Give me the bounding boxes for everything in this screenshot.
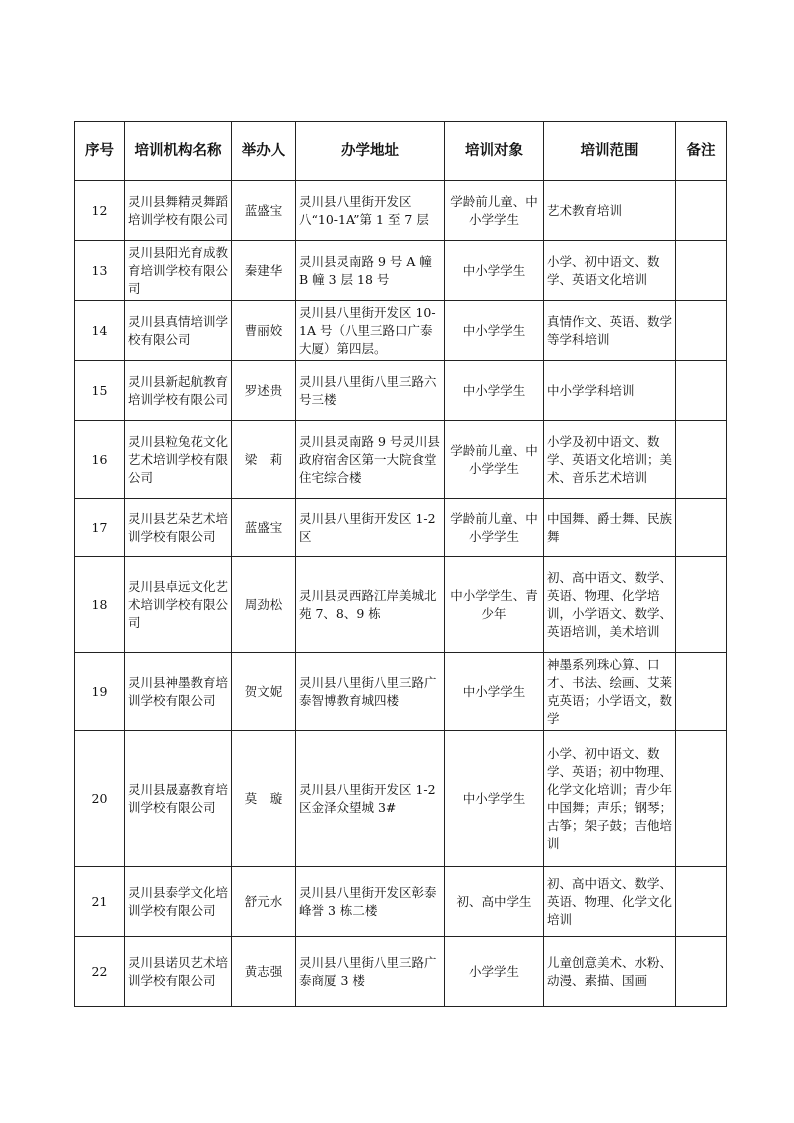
cell-organizer: 秦建华 — [232, 241, 296, 301]
header-scope: 培训范围 — [544, 122, 676, 181]
header-audience: 培训对象 — [445, 122, 544, 181]
table-row — [75, 421, 727, 499]
cell-institution-name: 灵川县卓远文化艺术培训学校有限公司 — [125, 557, 232, 653]
cell-audience: 初、高中学生 — [445, 867, 544, 937]
cell-scope: 儿童创意美术、水粉、动漫、素描、国画 — [544, 937, 676, 1007]
cell-remarks — [676, 867, 727, 937]
cell-index: 19 — [75, 653, 125, 731]
cell-institution-name: 灵川县阳光育成教育培训学校有限公司 — [125, 241, 232, 301]
cell-address: 灵川县八里街开发区 10-1A 号（八里三路口广泰大厦）第四层。 — [296, 301, 445, 361]
cell-organizer: 蓝盛宝 — [232, 499, 296, 557]
cell-institution-name: 灵川县舞精灵舞蹈培训学校有限公司 — [125, 181, 232, 241]
cell-index: 14 — [75, 301, 125, 361]
header-index: 序号 — [75, 122, 125, 181]
cell-audience: 学龄前儿童、中小学学生 — [445, 181, 544, 241]
cell-institution-name: 灵川县泰学文化培训学校有限公司 — [125, 867, 232, 937]
cell-scope: 艺术教育培训 — [544, 181, 676, 241]
cell-index: 12 — [75, 181, 125, 241]
header-row — [75, 122, 727, 181]
table-row — [75, 867, 727, 937]
cell-institution-name: 灵川县诺贝艺术培训学校有限公司 — [125, 937, 232, 1007]
cell-address: 灵川县八里街开发区 1-2 区金泽众望城 3# — [296, 731, 445, 867]
cell-address: 灵川县八里街八里三路广泰商厦 3 楼 — [296, 937, 445, 1007]
cell-index: 18 — [75, 557, 125, 653]
table-row — [75, 731, 727, 867]
cell-remarks — [676, 301, 727, 361]
table-row — [75, 361, 727, 421]
cell-scope: 神墨系列珠心算、口才、书法、绘画、艾莱克英语；小学语文，数学 — [544, 653, 676, 731]
cell-remarks — [676, 361, 727, 421]
cell-audience: 中小学学生 — [445, 653, 544, 731]
cell-scope: 真情作文、英语、数学等学科培训 — [544, 301, 676, 361]
cell-index: 16 — [75, 421, 125, 499]
cell-remarks — [676, 499, 727, 557]
header-remarks: 备注 — [676, 122, 727, 181]
cell-audience: 学龄前儿童、中小学学生 — [445, 421, 544, 499]
cell-organizer: 蓝盛宝 — [232, 181, 296, 241]
cell-audience: 中小学学生 — [445, 241, 544, 301]
cell-address: 灵川县八里街八里三路六号三楼 — [296, 361, 445, 421]
cell-index: 20 — [75, 731, 125, 867]
cell-audience: 中小学学生 — [445, 731, 544, 867]
table-row — [75, 301, 727, 361]
cell-audience: 学龄前儿童、中小学学生 — [445, 499, 544, 557]
table-row — [75, 653, 727, 731]
cell-address: 灵川县灵南路 9 号 A 幢 B 幢 3 层 18 号 — [296, 241, 445, 301]
cell-address: 灵川县八里街开发区八“10-1A”第 1 至 7 层 — [296, 181, 445, 241]
cell-organizer: 周劲松 — [232, 557, 296, 653]
training-institutions-table — [74, 121, 727, 1007]
cell-remarks — [676, 731, 727, 867]
cell-organizer: 黄志强 — [232, 937, 296, 1007]
table-row — [75, 241, 727, 301]
cell-index: 21 — [75, 867, 125, 937]
cell-index: 15 — [75, 361, 125, 421]
table-row — [75, 181, 727, 241]
cell-remarks — [676, 421, 727, 499]
table-row — [75, 557, 727, 653]
cell-organizer: 梁 莉 — [232, 421, 296, 499]
cell-organizer: 曹丽姣 — [232, 301, 296, 361]
cell-audience: 小学学生 — [445, 937, 544, 1007]
cell-index: 13 — [75, 241, 125, 301]
cell-remarks — [676, 181, 727, 241]
cell-remarks — [676, 241, 727, 301]
cell-index: 17 — [75, 499, 125, 557]
cell-institution-name: 灵川县晟嘉教育培训学校有限公司 — [125, 731, 232, 867]
cell-scope: 中小学学科培训 — [544, 361, 676, 421]
header-address: 办学地址 — [296, 122, 445, 181]
cell-scope: 中国舞、爵士舞、民族舞 — [544, 499, 676, 557]
cell-address: 灵川县八里街八里三路广泰智博教育城四楼 — [296, 653, 445, 731]
header-organizer: 举办人 — [232, 122, 296, 181]
cell-institution-name: 灵川县新起航教育培训学校有限公司 — [125, 361, 232, 421]
cell-institution-name: 灵川县神墨教育培训学校有限公司 — [125, 653, 232, 731]
cell-organizer: 罗述贵 — [232, 361, 296, 421]
cell-scope: 初、高中语文、数学、英语、物理、化学文化培训 — [544, 867, 676, 937]
cell-address: 灵川县灵南路 9 号灵川县政府宿舍区第一大院食堂住宅综合楼 — [296, 421, 445, 499]
cell-institution-name: 灵川县真情培训学校有限公司 — [125, 301, 232, 361]
table-row — [75, 937, 727, 1007]
cell-remarks — [676, 937, 727, 1007]
cell-institution-name: 灵川县粒兔花文化艺术培训学校有限公司 — [125, 421, 232, 499]
cell-remarks — [676, 557, 727, 653]
table-row — [75, 499, 727, 557]
header-institution-name: 培训机构名称 — [125, 122, 232, 181]
cell-scope: 小学、初中语文、数学、英语；初中物理、化学文化培训；青少年中国舞；声乐；钢琴；古筝；架子鼓；吉他培训 — [544, 731, 676, 867]
cell-index: 22 — [75, 937, 125, 1007]
cell-address: 灵川县灵西路江岸美城北苑 7、8、9 栋 — [296, 557, 445, 653]
cell-organizer: 舒元水 — [232, 867, 296, 937]
cell-address: 灵川县八里街开发区彰泰峰誉 3 栋二楼 — [296, 867, 445, 937]
cell-audience: 中小学学生 — [445, 361, 544, 421]
cell-address: 灵川县八里街开发区 1-2 区 — [296, 499, 445, 557]
cell-institution-name: 灵川县艺朵艺术培训学校有限公司 — [125, 499, 232, 557]
cell-organizer: 莫 璇 — [232, 731, 296, 867]
cell-organizer: 贺文妮 — [232, 653, 296, 731]
cell-audience: 中小学学生、青少年 — [445, 557, 544, 653]
cell-scope: 初、高中语文、数学、英语、物理、化学培训，小学语文、数学、英语培训，美术培训 — [544, 557, 676, 653]
cell-remarks — [676, 653, 727, 731]
cell-scope: 小学、初中语文、数学、英语文化培训 — [544, 241, 676, 301]
cell-audience: 中小学学生 — [445, 301, 544, 361]
cell-scope: 小学及初中语文、数学、英语文化培训；美术、音乐艺术培训 — [544, 421, 676, 499]
